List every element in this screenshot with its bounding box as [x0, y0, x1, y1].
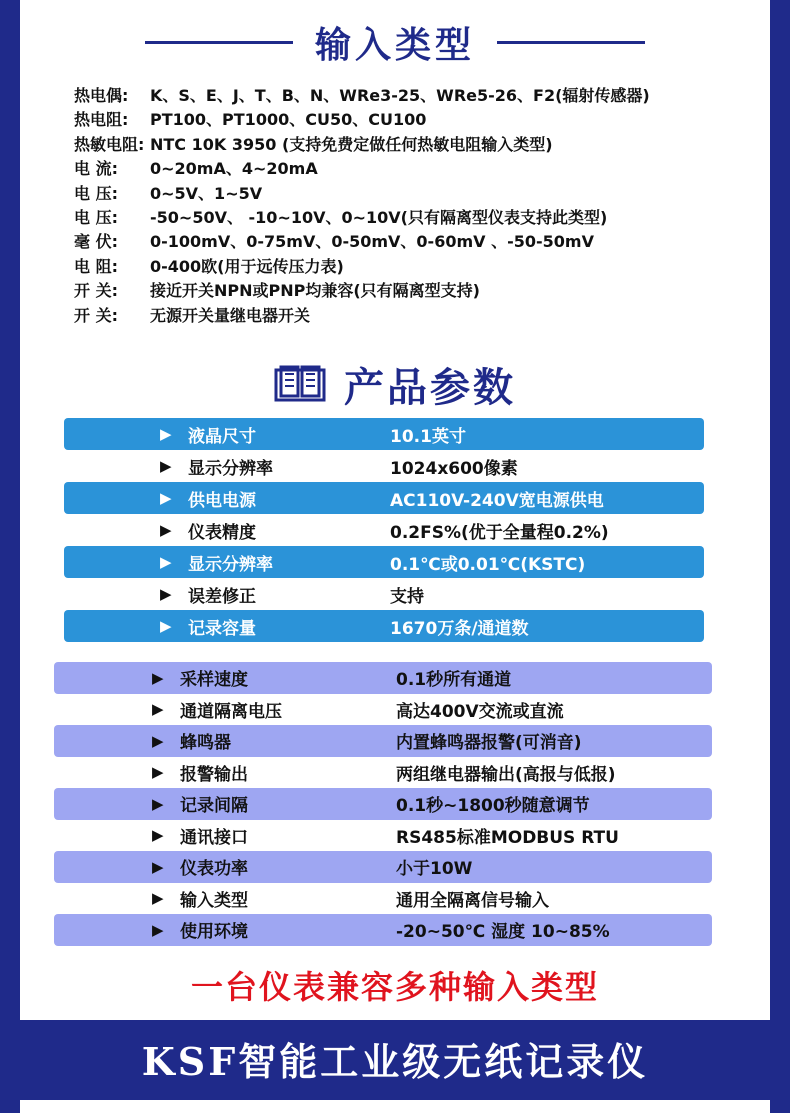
- param-value: 0.2FS%(优于全量程0.2%): [390, 522, 609, 543]
- param-value: 通用全隔离信号输入: [396, 890, 549, 911]
- param-key: 使用环境: [180, 922, 248, 943]
- table-row: [54, 914, 712, 946]
- table-row: [64, 514, 704, 546]
- heading-rule-left: [145, 41, 293, 44]
- table-row: [54, 788, 712, 820]
- input-value: 0~20mA、4~20mA: [150, 159, 318, 179]
- params-section-title: 产品参数: [344, 364, 516, 411]
- arrow-right-icon: ▶: [152, 668, 164, 687]
- list-item: [74, 108, 764, 132]
- input-value: K、S、E、J、T、B、N、WRe3-25、WRe5-26、F2(辐射传感器): [150, 86, 650, 105]
- param-key: 液晶尺寸: [188, 426, 256, 447]
- param-value: 0.1秒~1800秒随意调节: [396, 796, 590, 817]
- input-types-list: [74, 84, 764, 328]
- params-table-secondary: [54, 662, 712, 946]
- param-key: 记录间隔: [180, 796, 248, 817]
- heading-rule-right: [497, 41, 645, 44]
- arrow-right-icon: ▶: [152, 889, 164, 908]
- table-row: [64, 578, 704, 610]
- table-row: [64, 546, 704, 578]
- table-row: [54, 757, 712, 789]
- params-section-heading: [20, 354, 770, 414]
- input-label: 开 关:: [74, 305, 118, 325]
- list-item: [74, 157, 764, 181]
- bottom-strip: [20, 1100, 770, 1113]
- param-value: 0.1秒所有通道: [396, 670, 512, 691]
- table-row: [64, 450, 704, 482]
- param-value: 10.1英寸: [390, 426, 466, 447]
- input-label: 热敏电阻:: [74, 134, 145, 154]
- arrow-right-icon: ▶: [160, 425, 172, 443]
- param-value: RS485标准MODBUS RTU: [396, 827, 619, 848]
- input-value: 0-400欧(用于远传压力表): [150, 256, 344, 276]
- arrow-right-icon: ▶: [160, 457, 172, 475]
- book-icon: [274, 364, 326, 404]
- arrow-right-icon: ▶: [152, 731, 164, 750]
- input-value: -50~50V、 -10~10V、0~10V(只有隔离型仪表支持此类型): [150, 207, 608, 227]
- param-key: 仪表功率: [180, 859, 248, 880]
- input-value: PT100、PT1000、CU50、CU100: [150, 110, 427, 130]
- footer-title: KSF智能工业级无纸记录仪: [141, 1038, 649, 1084]
- param-key: 显示分辨率: [188, 554, 273, 575]
- param-value: 两组继电器输出(高报与低报): [396, 764, 616, 785]
- input-label: 电 流:: [74, 159, 118, 179]
- param-key: 供电电源: [188, 490, 256, 511]
- input-label: 电 压:: [74, 183, 118, 203]
- arrow-right-icon: ▶: [160, 553, 172, 571]
- param-key: 通道隔离电压: [180, 701, 282, 722]
- content-panel: [20, 0, 770, 1020]
- arrow-right-icon: ▶: [160, 521, 172, 539]
- input-value: NTC 10K 3950 (支持免费定做任何热敏电阻输入类型): [150, 134, 553, 154]
- param-key: 蜂鸣器: [180, 733, 231, 754]
- list-item: [74, 279, 764, 303]
- table-row: [54, 820, 712, 852]
- input-label: 电 压:: [74, 207, 118, 227]
- list-item: [74, 206, 764, 230]
- arrow-right-icon: ▶: [152, 794, 164, 813]
- arrow-right-icon: ▶: [152, 700, 164, 719]
- param-key: 输入类型: [180, 890, 248, 911]
- list-item: [74, 230, 764, 254]
- param-value: 支持: [390, 586, 424, 607]
- param-value: 1024x600像素: [390, 458, 518, 479]
- list-item: [74, 304, 764, 328]
- list-item: [74, 255, 764, 279]
- input-value: 无源开关量继电器开关: [150, 305, 311, 325]
- param-key: 采样速度: [180, 670, 248, 691]
- list-item: [74, 133, 764, 157]
- param-key: 显示分辨率: [188, 458, 273, 479]
- param-key: 误差修正: [188, 586, 256, 607]
- param-value: -20~50℃ 湿度 10~85%: [396, 922, 610, 943]
- param-value: 小于10W: [396, 859, 473, 880]
- table-row: [64, 610, 704, 642]
- list-item: [74, 84, 764, 108]
- arrow-right-icon: ▶: [152, 826, 164, 845]
- input-label: 热电偶:: [74, 86, 129, 105]
- table-row: [54, 883, 712, 915]
- param-value: 内置蜂鸣器报警(可消音): [396, 733, 582, 754]
- slogan: 一台仪表兼容多种输入类型: [190, 968, 599, 1006]
- table-row: [54, 851, 712, 883]
- arrow-right-icon: ▶: [160, 489, 172, 507]
- param-value: 0.1℃或0.01℃(KSTC): [390, 554, 586, 575]
- arrow-right-icon: ▶: [160, 617, 172, 635]
- input-value: 0-100mV、0-75mV、0-50mV、0-60mV 、-50-50mV: [150, 232, 594, 252]
- table-row: [64, 482, 704, 514]
- input-label: 毫 伏:: [74, 232, 118, 252]
- input-label: 热电阻:: [74, 110, 129, 130]
- list-item: [74, 182, 764, 206]
- input-label: 开 关:: [74, 281, 118, 301]
- arrow-right-icon: ▶: [152, 857, 164, 876]
- input-section-title: 输入类型: [314, 24, 475, 66]
- table-row: [54, 725, 712, 757]
- arrow-right-icon: ▶: [152, 763, 164, 782]
- arrow-right-icon: ▶: [160, 585, 172, 603]
- param-key: 仪表精度: [188, 522, 256, 543]
- param-key: 通讯接口: [180, 827, 248, 848]
- param-value: AC110V-240V宽电源供电: [390, 490, 604, 511]
- param-key: 报警输出: [180, 764, 248, 785]
- input-section-heading: [20, 18, 770, 66]
- param-value: 1670万条/通道数: [390, 618, 529, 639]
- input-value: 0~5V、1~5V: [150, 183, 263, 203]
- arrow-right-icon: ▶: [152, 920, 164, 939]
- footer-banner: [0, 1020, 790, 1096]
- table-row: [64, 418, 704, 450]
- table-row: [54, 662, 712, 694]
- param-key: 记录容量: [188, 618, 256, 639]
- input-label: 电 阻:: [74, 256, 118, 276]
- params-table-primary: [64, 418, 704, 642]
- table-row: [54, 694, 712, 726]
- input-value: 接近开关NPN或PNP均兼容(只有隔离型支持): [150, 281, 480, 301]
- param-value: 高达400V交流或直流: [396, 701, 564, 722]
